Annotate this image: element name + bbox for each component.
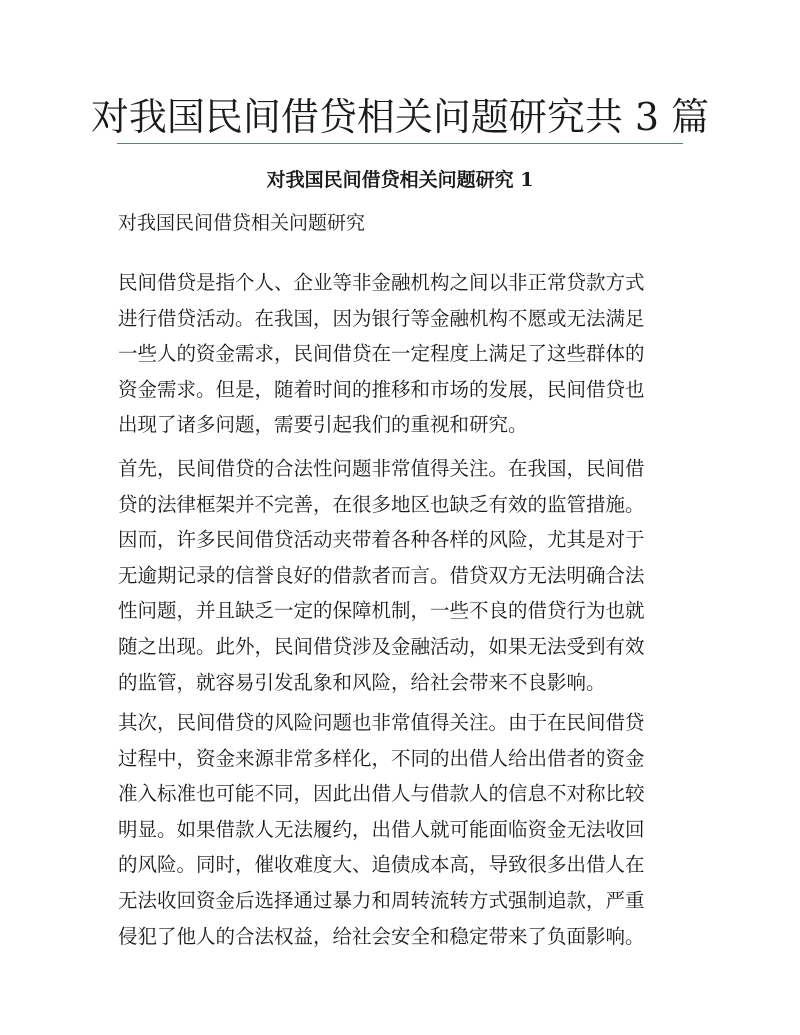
paragraph-line: 其次，民间借贷的风险问题也非常值得关注。由于在民间借贷 — [118, 711, 645, 734]
paragraph-line: 无法收回资金后选择通过暴力和周转流转方式强制追款，严重 — [118, 888, 645, 912]
paragraph-line: 准入标准也可能不同，因此出借人与借款人的信息不对称比较 — [118, 782, 645, 806]
paragraph-line: 资金需求。但是，随着时间的推移和市场的发展，民间借贷也 — [118, 377, 645, 401]
paragraph-intro — [118, 265, 645, 443]
paragraph-line: 一些人的资金需求，民间借贷在一定程度上满足了这些群体的 — [118, 342, 645, 366]
paragraph-line: 民间借贷是指个人、企业等非金融机构之间以非正常贷款方式 — [118, 271, 645, 294]
paragraph-line: 首先，民间借贷的合法性问题非常值得关注。在我国，民间借 — [118, 457, 645, 480]
paragraph-line: 明显。如果借款人无法履约，出借人就可能面临资金无法收回 — [118, 817, 645, 841]
paragraph-line: 出现了诸多问题，需要引起我们的重视和研究。 — [118, 413, 528, 437]
paragraph-line: 侵犯了他人的合法权益，给社会安全和稳定带来了负面影响。 — [118, 924, 645, 948]
article-subtitle: 对我国民间借贷相关问题研究 — [118, 212, 366, 234]
paragraph-legality — [118, 451, 645, 700]
paragraph-line: 随之出现。此外，民间借贷涉及金融活动，如果无法受到有效 — [118, 634, 645, 658]
paragraph-line: 无逾期记录的信誉良好的借款者而言。借贷双方无法明确合法 — [118, 563, 645, 587]
paragraph-line: 进行借贷活动。在我国，因为银行等金融机构不愿或无法满足 — [118, 306, 645, 330]
paragraph-risk — [118, 705, 645, 954]
paragraph-line: 贷的法律框架并不完善，在很多地区也缺乏有效的监管措施。 — [118, 492, 645, 516]
title-underline-rule — [117, 143, 683, 144]
paragraph-line: 性问题，并且缺乏一定的保障机制，一些不良的借贷行为也就 — [118, 599, 645, 623]
paragraph-line: 过程中，资金来源非常多样化，不同的出借人给出借者的资金 — [118, 746, 645, 770]
paragraph-line: 的风险。同时，催收难度大、追债成本高，导致很多出借人在 — [118, 853, 645, 877]
paragraph-line: 因而，许多民间借贷活动夹带着各种各样的风险，尤其是对于 — [118, 528, 645, 552]
section-heading: 对我国民间借贷相关问题研究 1 — [266, 169, 534, 191]
paragraph-line: 的监管，就容易引发乱象和风险，给社会带来不良影响。 — [118, 670, 606, 694]
document-title: 对我国民间借贷相关问题研究共 3 篇 — [90, 95, 710, 139]
